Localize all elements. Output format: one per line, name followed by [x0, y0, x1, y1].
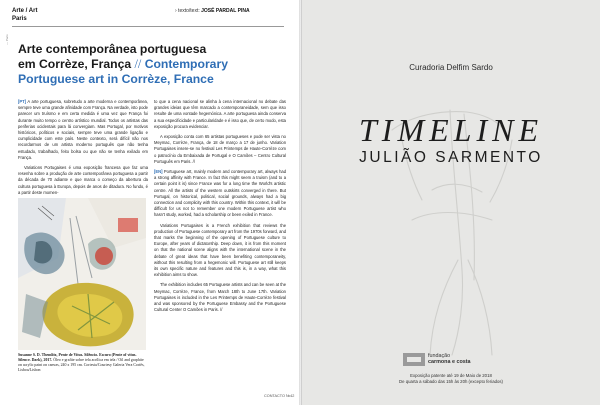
pt-continued-2: A exposição conta com 65 artistas portugueses e pode ser vista no Meymac, Corrèze, França, de 18 de março a 17 de junho. Variation Portugaises insere-se no festival Les Printemps de Haute-Corrèze com o patrocínio da Embaixada de Portugal e O Camões – Centro Cultural Português em Paris. // — [154, 134, 286, 164]
foundation-name-line1: fundação — [428, 353, 451, 359]
foundation-name-line2: carmona e costa — [428, 359, 471, 366]
headline-en-line2: Portuguese art in Corrèze, France — [18, 72, 214, 86]
section-name: Arte / Art — [12, 8, 38, 14]
english-text — [154, 169, 286, 313]
foundation-name — [428, 353, 471, 366]
section-city: Paris — [12, 15, 27, 22]
caption-title: Susanne S. D. Themlitz, Pente de Vitus. Silêncio. Escuro (Pente of vitus. Silence. Dark), 2017. — [18, 353, 137, 362]
pt-paragraph-1 — [18, 99, 148, 161]
artist-name: JULIÃO SARMENTO — [359, 149, 543, 166]
headline-separator: // — [134, 57, 142, 71]
curator-credit: Curadoria Delfim Sardo — [409, 63, 493, 72]
section-label — [12, 8, 37, 23]
en-paragraph-1 — [154, 169, 286, 219]
headline-en-line1: Contemporary — [144, 57, 228, 71]
article-headline — [18, 42, 286, 87]
opening-hours: De quarta a sábado das 15h às 20h (excepto feriados) — [399, 378, 503, 384]
artwork-painting — [18, 198, 146, 350]
exhibition-cover — [302, 0, 600, 405]
headline-pt-line2: em Corrèze, França — [18, 57, 132, 71]
side-tag: — Paris — [5, 34, 9, 45]
foundation-logo-mark — [403, 353, 425, 366]
en-paragraph-3: The exhibition includes 65 Portuguese artists and can be seen at the Meymac, Corrèze, France, from March 18th to June 17th. Variation Portugaises is included in the Les Printemps de Haute-Corrèze festival and was sponsored by the Portuguese Embassy and the Portuguese Cultural Center O Camões in Paris. // — [154, 282, 286, 313]
column-portuguese — [18, 99, 148, 200]
artwork-caption — [18, 353, 146, 373]
pt-paragraph-2: Variations Portugaises é uma exposição francesa que faz uma resenha sobre a produção de arte contemporânea portuguesa a partir da década de 70 adiante e que marca o começo da abertura da cultura portuguesa à Europa, depois de anos de ditadura. No fundo, é a partir deste momen- — [18, 165, 148, 195]
pt-continued-1: to que a cena nacional se alinha à cena internacional no debate das grandes ideias que têm marcado a contemporaneidade, sem que isso resulte de uma vontade hegemónica. A arte portuguesa ainda conserva a sua especificidade e particularidade e é isso que, de certo modo, esta exposição procura evidenciar. — [154, 99, 286, 129]
author-credit — [175, 8, 250, 14]
exhibition-title: TIMELINE — [359, 112, 543, 148]
article-page — [0, 0, 299, 405]
en-language-tag: [EN] — [154, 169, 163, 175]
credit-author: JOSÉ PARDAL PINA — [201, 8, 250, 14]
exhibition-info — [302, 373, 600, 385]
exhibition-dates: Exposição patente até 19 de Maio de 2018 — [410, 373, 492, 378]
caption-body: Óleo e grafite sobre tela acrílica em tela / Oil and graphite on acrylic paint on canvas, 240 x 195 cm. Cortesia/Courtesy Galeria Vera Cortês, Lisboa/Lisbon — [18, 358, 145, 372]
pt-paragraph-1-text: A arte portuguesa, sobretudo a arte moderna e contemporânea, sempre teve uma grande afinidade com França. Na verdade, isto pode parecer um truísmo e em certa medida é uma vez que França foi durante muito tempo o centro artístico mundial. Todos os artistas das periferias ocidentais para lá convergiam. Mas Portugal, por motivos históricos, políticos e sociais, sempre teve uma grande ligação e cumplicidade com este país. Neste contexto, será difícil não nos recordarmos de um artista moderno português que não tenha estudado, trabalhado, feito bolsa ou que não se tenha exilado em França. — [18, 99, 149, 160]
credit-label: › texto/text: — [175, 8, 200, 14]
header-divider — [12, 26, 284, 27]
en-paragraph-2: Variations Portugaises is a French exhibition that reviews the production of Portuguese contemporary art from the 1970s forward, and that marks the beginning of the opening of Portuguese culture to Europe, after years of dictatorship. Deep down, it is from this moment on that the national scene aligns with the international scene in the debate of great ideas that have been benefiting contemporaneity, without this resulting from a hegemonic will. Portuguese art still keeps its own specific nature and features and this is, in a way, what this exhibition aims to show. — [154, 222, 286, 278]
page-folio: CONTACTO №42 — [264, 394, 295, 398]
column-right — [154, 99, 286, 318]
pt-language-tag: [PT] — [18, 99, 27, 104]
en-paragraph-1-text: Portuguese art, mainly modern and contemporary art, always had a strong affinity with France. In fact this might seem a truism (and to a certain point it is) since France was for a long time the World's artistic centre. All the artists of the western outskirts converged in there. But Portugal, on historical, political, social grounds, always had a big connection and complicity with this country. Within this context, it will be difficult for us not to remember one modern Portuguese artist who hasn't study, worked, had a scholarship or been exiled in France. — [154, 169, 287, 218]
artwork-image — [18, 198, 146, 350]
headline-pt-line1: Arte contemporânea portuguesa — [18, 42, 207, 56]
